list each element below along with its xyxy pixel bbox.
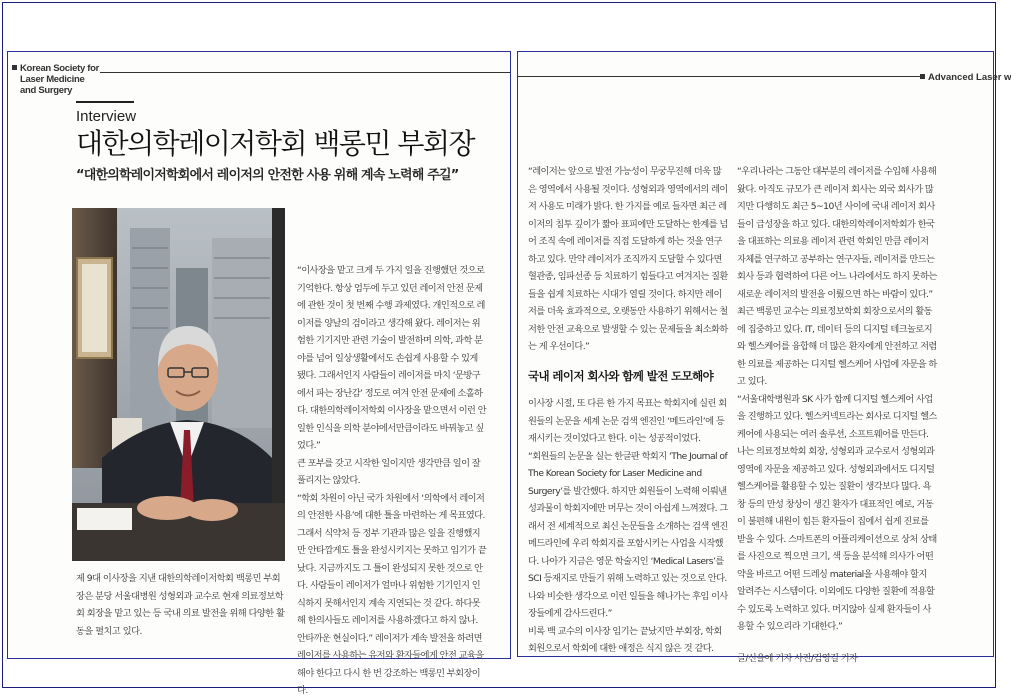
- society-line-1: Korean Society for: [20, 63, 100, 74]
- right-text-column-2: [737, 163, 937, 667]
- header-rule: [518, 76, 923, 77]
- paragraph: “우리나라는 그동안 대부분의 레이저를 수입해 사용해 왔다. 아직도 규모가 큰 레이저 회사는 외국 회사가 많지만 다행히도 최근 5~10년 사이에 국내 레이저 회사들이 급성장을 하고 있다. 대한의학레이저학회가 한국을 대표하는 의료용 레이저 관련 학회인 만큼 레이저 자체를 연구하고 공부하는 연구자들, 레이저를 만드는 회사 등과 협력하여 다른 어느 나라에서도 하지 못하는 새로운 레이저의 발전을 이뤘으면 하는 바람이 있다.”: [737, 166, 937, 300]
- portrait-photo: [72, 208, 285, 561]
- paragraph: “이사장을 맡고 크게 두 가지 일을 진행했던 것으로 기억한다. 항상 엄두에 두고 있던 레이저 안전 문제에 관한 것이 첫 번째 수행 과제였다. 개인적으로 레이저를 양날의 검이라고 생각해 왔다. 레이저는 위험한 기기지만 관련 기술이 발전하며 의학, 과학 분야를 넘어 일상생활에서도 손쉽게 사용할 수 있게 됐다. 그래서인지 사람들이 레이저를 마치 ‘문방구에서 파는 장난감’ 정도로 여겨 안전 문제에 소홀하다. 대한의학레이저학회 이사장을 맡으면서 이런 안일한 인식을 의학 분야에서만큼이라도 바꿔놓고 싶었다.”: [297, 265, 487, 451]
- right-text-column-1: [528, 163, 728, 658]
- paragraph: “학회 차원이 아닌 국가 차원에서 ‘의학에서 레이저의 안전한 사용’에 대한 틀을 마련하는 게 목표였다. 그래서 식약처 등 정부 기관과 많은 일을 진행했지만 안타깝게도 틀을 완성시키지는 못하고 임기가 끝났다. 지금까지도 그 틀이 완성되지 못한 것으로 안다. 사람들이 레이저가 얼마나 위험한 기기인지 인식하지 못해서인지 계속 지연되는 것 같다. 하다못해 한의사들도 레이저를 사용하겠다고 하지 않나. 안타까운 현실이다.” 레이저가 계속 발전을 하려면 레이저를 사용하는 유저와 환자들에게 안전 교육을 해야 한다고 다시 한 번 강조하는 백롱민 부회장이다.: [297, 492, 487, 696]
- header-rule: [100, 72, 510, 73]
- photo-caption: 제 9대 이사장을 지낸 대한의학레이저학회 백롱민 부회장은 분당 서울대병원 성형외과 교수로 현재 의료정보학회 회장을 맡고 있는 등 국내 의료 발전을 위해 다양한 활동을 펼치고 있다.: [76, 573, 285, 637]
- society-line-2: Laser Medicine: [20, 74, 85, 85]
- society-line-3: and Surgery: [20, 85, 73, 96]
- article-credit: 글/신을에 기자 사진/김영길 기자: [737, 652, 858, 664]
- left-text-column: [297, 262, 487, 700]
- paragraph: 이사장 시절, 또 다른 한 가지 목표는 학회지에 실린 회원들의 논문을 세계 논문 검색 엔진인 ‘메드라인’에 등재시키는 것이었다고 한다. 이는 성공적이었다.: [528, 398, 727, 444]
- paragraph: 비록 백 교수의 이사장 임기는 끝났지만 부회장, 학회 회원으로서 학회에 대한 애정은 식지 않은 것 같다.: [528, 625, 722, 654]
- paragraph: “서울대학병원과 SK 사가 함께 디지털 헬스케어 사업을 진행하고 있다. 헬스커넥트라는 회사로 디지털 헬스케어에 사용되는 여러 솔루션, 소프트웨어를 만든다. 나는 의료정보학회 회장, 성형외과 교수로서 성형외과 영역에 자문을 제공하고 있다. 성형외과에서도 디지털 헬스케어를 활용할 수 있는 질환이 생각보다 많다. 욕창 등의 만성 창상이 생긴 환자가 대표적인 예로, 거동이 불편해 내원이 힘든 환자들이 집에서 쉽게 진료를 받을 수 있다. 스마트폰의 어플리케이션으로 상처 상태를 사진으로 찍으면 크기, 색 등을 분석해 의사가 어떤 약을 바르고 어떤 드레싱 material을 사용해야 할지 알려주는 시스템이다. 이외에도 다양한 질환에 적용할 수 있도록 노력하고 있다. 머지않아 실제 환자들이 사용할 수 있으리라 기대한다.”: [737, 393, 937, 632]
- header-square-mark: [920, 74, 925, 79]
- header-square-mark: [12, 65, 17, 70]
- paragraph: 큰 포부를 갖고 시작한 일이지만 생각만큼 일이 잘 풀리지는 않았다.: [297, 457, 481, 486]
- paragraph: 최근 백롱민 교수는 의료정보학회 회장으로서의 활동에 집중하고 있다. IT, 데이터 등의 디지털 테크놀로지와 헬스케어를 융합해 더 많은 환자에게 안전하고 저렴한 의료를 제공하는 디지털 헬스케어 사업에 자문을 하고 있다.: [737, 306, 937, 387]
- section-subheading: 국내 레이저 회사와 함께 발전 도모해야: [528, 368, 714, 383]
- article-subtitle: “대한의학레이저학회에서 레이저의 안전한 사용 위해 계속 노력해 주길”: [76, 168, 459, 183]
- paragraph: “회원들의 논문을 실는 한글판 학회지 ‘The Journal of The Korean Society for Laser Medicine and Surgery’를 발간했다. 하지만 회원들이 노력해 이뤄낸 성과물이 학회지에만 머무는 것이 아쉽게 느껴졌다. 그래서 전 세계적으로 최신 논문들을 소개하는 검색 엔진 메드라인에 우리 학회지를 포함시키는 사업을 시작했다. 나아가 지금은 영문 학술지인 ‘Medical Lasers’를 SCI 등재지로 만들기 위해 노력하고 있는 것으로 안다. 나와 비슷한 생각으로 이런 일들을 해나가는 후임 이사장들에게 감사드린다.”: [528, 450, 728, 619]
- article-title: 대한의학레이저학회 백롱민 부회장: [76, 127, 475, 160]
- paragraph: “레이저는 앞으로 발전 가능성이 무궁무진해 더욱 많은 영역에서 사용될 것이다. 성형외과 영역에서의 레이저 사용도 미래가 밝다. 한 가지를 예로 들자면 최근 레이저의 침투 깊이가 짧아 표피에만 도달하는 한계를 넘어 조직 속에 레이저를 직접 도달하게 하는 것을 연구하고 있다. 만약 레이저가 조직까지 도달할 수 있다면 혈관종, 임파선종 등 치료하기 힘들다고 여겨지는 질환들을 쉽게 치료하는 시대가 열릴 것이다. 하지만 레이저를 더욱 효과적으로, 오랫동안 사용하기 위해서는 철저한 안전 교육으로 발생할 수 있는 문제들을 최소화하는 게 우선이다.”: [528, 166, 728, 352]
- kicker-bar: [76, 101, 134, 103]
- kicker: Interview: [76, 108, 137, 125]
- right-header: Advanced Laser w: [928, 72, 1011, 83]
- society-name: [20, 63, 99, 96]
